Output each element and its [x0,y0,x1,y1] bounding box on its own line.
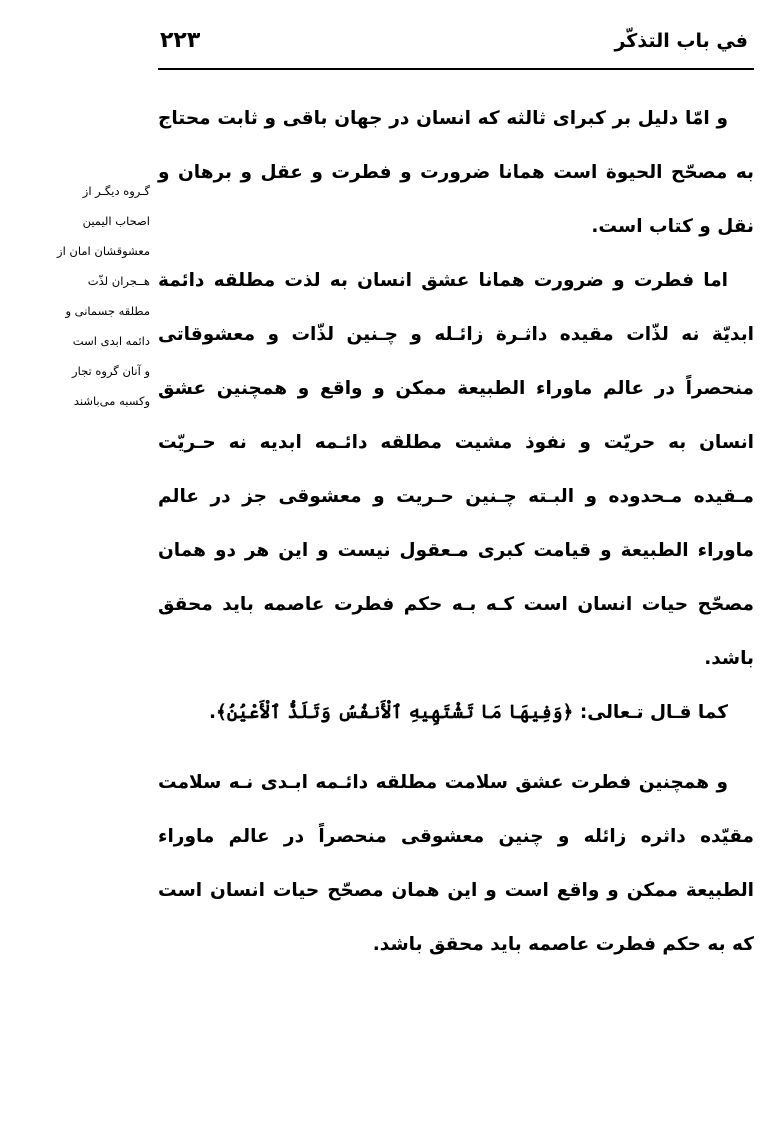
margin-note-line: دائمه ابدی است [72,334,150,348]
margin-note-line: مطلقه جسمانی و [65,304,150,318]
margin-note-line: اصحاب الیمین [82,214,150,228]
margin-note [34,176,150,416]
paragraph-2: اما فطرت و ضرورت همانا عشق انسان به لذت مطلقه دائمة ابدیّة نه لذّات مقیده داثـرة زائـله و چـنین لذّات و معشوقاتی منحصراً در عالم ماوراء الطبیعة ممکن و واقع و همچنین عشق انسان به حریّت و نفوذ مشیت مطلقه دائـمه ابدیه نه حـریّت مـقیده مـحدوده و البـته چـنین حـریت و معشوقی جز در عالم ماوراء الطبیعة و قیامت کبری مـعقول نیست و این هر دو همان مصحّح حیات انسان است کـه بـه حکم فطرت عاصمه باید محقق باشد. [158,270,754,669]
paragraph-4: و همچنین فطرت عشق سلامت مطلقه دائـمه ابـدی نـه سلامت مقیّده داثره زائله و چنین معشوقی منحصراً در عالم ماوراء الطبیعة ممکن و واقع است و این همان مصحّح حیات انسان است که به حکم فطرت عاصمه باید محقق باشد. [158,772,754,955]
margin-note-line: معشوقشان امان از [57,244,150,258]
margin-note-line: گـروه دیگـر از [82,184,150,198]
paragraph-3 [158,686,754,740]
quote-intro: کما قـال تـعالی: [579,702,728,723]
main-text [158,92,754,972]
margin-note-line: هــجران لذّت [87,274,150,288]
running-header-title: في باب التذكّر [614,30,748,52]
margin-note-line: وکسبه می‌باشند [73,394,150,408]
page-number: ۲۲۳ [160,28,201,53]
quran-verse: ﴿وَفِيهَا مَا تَشْتَهِيهِ ٱلْأَنفُسُ وَتَلَذُّ ٱلْأَعْيُنُ﴾ [215,702,574,723]
margin-note-line: و آنان گروه تجار [72,364,150,378]
paragraph-1: و امّا دلیل بر کبرای ثالثه که انسان در جهان باقی و ثابت محتاج به مصحّح الحیوة است همانا ضرورت و فطرت و عقل و برهان و نقل و کتاب است. [158,108,754,237]
header-rule [158,68,754,70]
quote-end: . [208,702,216,723]
